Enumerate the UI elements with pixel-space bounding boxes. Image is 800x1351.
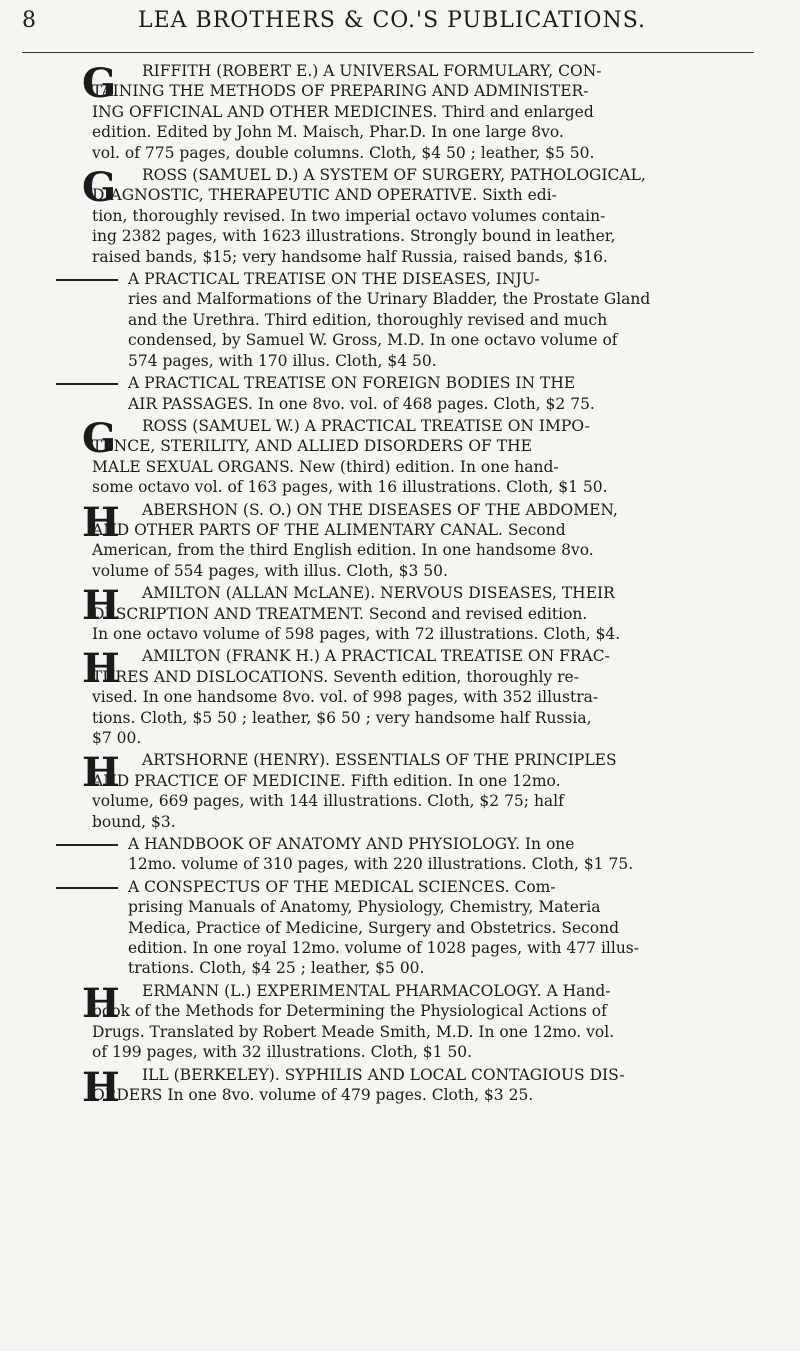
drop-initial: G (82, 60, 117, 107)
entry-line-text: AMILTON (FRANK H.) A PRACTICAL TREATISE ON FRAC- (142, 647, 610, 666)
entry-line (56, 877, 754, 897)
catalog-entries (22, 60, 754, 1111)
entry-line-text: trations. Cloth, $4 25 ; leather, $5 00. (128, 959, 425, 978)
entry-line (92, 185, 754, 205)
entry-line-text: In one octavo volume of 598 pages, with 72 illustrations. Cloth, $4. (92, 624, 621, 643)
entry-line (92, 457, 754, 477)
entry-line-text: 574 pages, with 170 illus. Cloth, $4 50. (128, 351, 437, 370)
entry-line-text: 12mo. volume of 310 pages, with 220 illustrations. Cloth, $1 75. (128, 855, 634, 874)
entry-line (92, 604, 754, 624)
entry-line (128, 854, 754, 874)
catalog-entry (22, 61, 754, 163)
entry-line-text: of 199 pages, with 32 illustrations. Cloth, $1 50. (92, 1043, 473, 1062)
entry-line-text: ing 2382 pages, with 1623 illustrations. Strongly bound in leather, (92, 227, 616, 246)
entry-line-text: ABERSHON (S. O.) ON THE DISEASES OF THE ABDOMEN, (142, 500, 618, 519)
entry-line-text: TENCE, STERILITY, AND ALLIED DISORDERS OF THE (92, 437, 532, 456)
entry-line-text: $7 00. (92, 729, 142, 747)
entry-line-text: A HANDBOOK OF ANATOMY AND PHYSIOLOGY. In one (128, 835, 575, 854)
entry-line (142, 646, 754, 666)
entry-line-text: ING OFFICINAL AND OTHER MEDICINES. Third and enlarged (92, 102, 594, 121)
entry-line-text: vised. In one handsome 8vo. vol. of 998 pages, with 352 illustra- (92, 688, 599, 707)
entry-line-text: volume of 554 pages, with illus. Cloth, $3 50. (92, 561, 448, 580)
ditto-dash (56, 844, 118, 846)
catalog-entry (22, 583, 754, 644)
entry-line (128, 918, 754, 938)
entry-line-text: book of the Methods for Determining the Physiological Actions of (92, 1002, 607, 1021)
catalog-entry (22, 416, 754, 498)
entry-line (92, 771, 754, 791)
drop-initial: G (82, 164, 117, 212)
entry-line (92, 791, 754, 811)
page-title: LEA BROTHERS & CO.'S PUBLICATIONS. (138, 8, 646, 33)
entry-line (128, 351, 754, 371)
entry-line-text: prising Manuals of Anatomy, Physiology, Chemistry, Materia (128, 898, 601, 917)
entry-line-text: AMILTON (ALLAN McLANE). NERVOUS DISEASES, THEIR (142, 584, 615, 603)
page-number: 8 (22, 8, 36, 33)
entry-line-text: edition. Edited by John M. Maisch, Phar.D. In one large 8vo. (92, 123, 564, 142)
entry-line (128, 330, 754, 350)
entry-line (92, 624, 754, 644)
entry-line-text: A PRACTICAL TREATISE ON THE DISEASES, INJU- (128, 270, 540, 289)
drop-initial: H (82, 749, 120, 797)
entry-line-text: bound, $3. (92, 812, 176, 831)
entry-line (142, 500, 754, 520)
catalog-sub-entry (22, 877, 754, 979)
entry-line-text: tions. Cloth, $5 50 ; leather, $6 50 ; very handsome half Russia, (92, 708, 592, 727)
entry-line-text: TURES AND DISLOCATIONS. Seventh edition, thoroughly re- (92, 667, 579, 686)
catalog-entry (22, 750, 754, 832)
entry-line (92, 520, 754, 540)
catalog-entry (22, 165, 754, 267)
entry-line (92, 728, 754, 748)
entry-line-text: AIR PASSAGES. In one 8vo. vol. of 468 pages. Cloth, $2 75. (128, 394, 595, 413)
drop-initial: G (82, 414, 117, 462)
entry-line (92, 1001, 754, 1021)
ditto-dash (56, 887, 118, 889)
entry-line-text: DESCRIPTION AND TREATMENT. Second and revised edition. (92, 604, 588, 623)
entry-line (56, 269, 754, 289)
drop-initial: H (82, 498, 120, 546)
entry-line (128, 310, 754, 330)
entry-line (128, 897, 754, 917)
entry-line-text: tion, thoroughly revised. In two imperial octavo volumes contain- (92, 206, 606, 225)
entry-line (92, 812, 754, 832)
ditto-dash (56, 383, 118, 385)
catalog-entry (22, 981, 754, 1063)
entry-line (92, 122, 754, 142)
entry-line-text: ERMANN (L.) EXPERIMENTAL PHARMACOLOGY. A Hand- (142, 981, 611, 1000)
entry-line-text: ROSS (SAMUEL W.) A PRACTICAL TREATISE ON IMPO- (142, 416, 590, 435)
entry-line (92, 247, 754, 267)
entry-line-text: condensed, by Samuel W. Gross, M.D. In one octavo volume of (128, 331, 618, 350)
page-header (22, 8, 754, 53)
entry-line (56, 373, 754, 393)
entry-line (92, 1042, 754, 1062)
entry-line (92, 708, 754, 728)
entry-line-text: raised bands, $15; very handsome half Russia, raised bands, $16. (92, 247, 608, 266)
entry-line-text: ILL (BERKELEY). SYPHILIS AND LOCAL CONTAGIOUS DIS- (142, 1065, 625, 1084)
entry-line (142, 1065, 754, 1085)
entry-line-text: ries and Malformations of the Urinary Bladder, the Prostate Gland (128, 290, 651, 309)
entry-line (92, 561, 754, 581)
entry-line (92, 226, 754, 246)
drop-initial: H (82, 1063, 120, 1111)
entry-line (92, 540, 754, 560)
entry-line-text: AND OTHER PARTS OF THE ALIMENTARY CANAL. Second (92, 520, 566, 539)
entry-line-text: TAINING THE METHODS OF PREPARING AND ADMINISTER- (92, 82, 589, 101)
entry-line (142, 981, 754, 1001)
entry-line-text: and the Urethra. Third edition, thoroughly revised and much (128, 310, 608, 329)
entry-line (56, 834, 754, 854)
entry-line-text: DIAGNOSTIC, THERAPEUTIC AND OPERATIVE. Sixth edi- (92, 186, 557, 205)
entry-line-text: some octavo vol. of 163 pages, with 16 illustrations. Cloth, $1 50. (92, 478, 608, 497)
entry-line (128, 394, 754, 414)
entry-line-text: Medica, Practice of Medicine, Surgery and Obstetrics. Second (128, 918, 620, 937)
entry-line (92, 1022, 754, 1042)
entry-line-text: vol. of 775 pages, double columns. Cloth, $4 50 ; leather, $5 50. (92, 143, 595, 162)
entry-line-text: A CONSPECTUS OF THE MEDICAL SCIENCES. Com- (128, 877, 556, 896)
entry-line (92, 102, 754, 122)
entry-line-text: ARTSHORNE (HENRY). ESSENTIALS OF THE PRINCIPLES (142, 751, 617, 770)
catalog-sub-entry (22, 373, 754, 414)
entry-line-text: MALE SEXUAL ORGANS. New (third) edition. In one hand- (92, 457, 559, 476)
entry-line (142, 750, 754, 770)
entry-line (128, 938, 754, 958)
entry-line (92, 206, 754, 226)
entry-line (92, 477, 754, 497)
entry-line (92, 436, 754, 456)
catalog-sub-entry (22, 834, 754, 875)
entry-line-text: A PRACTICAL TREATISE ON FOREIGN BODIES IN THE (128, 374, 576, 393)
drop-initial: H (82, 979, 120, 1027)
entry-line (142, 416, 754, 436)
entry-line (142, 165, 754, 185)
ditto-dash (56, 279, 118, 281)
catalog-entry (22, 1063, 754, 1111)
drop-initial: H (82, 582, 120, 630)
entry-line-text: American, from the third English edition. In one handsome 8vo. (92, 541, 594, 560)
entry-line-text: ROSS (SAMUEL D.) A SYSTEM OF SURGERY, PATHOLOGICAL, (142, 166, 646, 185)
entry-line (92, 81, 754, 101)
entry-line-text: edition. In one royal 12mo. volume of 1028 pages, with 477 illus- (128, 939, 639, 958)
entry-line (92, 143, 754, 163)
drop-initial: H (82, 645, 120, 693)
entry-line-text: ORDERS In one 8vo. volume of 479 pages. Cloth, $3 25. (92, 1085, 534, 1104)
entry-line-text: volume, 669 pages, with 144 illustrations. Cloth, $2 75; half (92, 792, 564, 811)
entry-line (92, 667, 754, 687)
entry-line (128, 289, 754, 309)
catalog-entry (22, 646, 754, 748)
entry-line-text: AND PRACTICE OF MEDICINE. Fifth edition. In one 12mo. (92, 771, 561, 790)
entry-line (92, 687, 754, 707)
entry-line (142, 583, 754, 603)
entry-line (128, 958, 754, 978)
catalog-sub-entry (22, 269, 754, 371)
entry-line (92, 1085, 754, 1105)
entry-line-text: RIFFITH (ROBERT E.) A UNIVERSAL FORMULARY, CON- (142, 62, 602, 80)
entry-line (142, 61, 754, 81)
entry-line-text: Drugs. Translated by Robert Meade Smith, M.D. In one 12mo. vol. (92, 1022, 615, 1041)
catalog-entry (22, 500, 754, 582)
